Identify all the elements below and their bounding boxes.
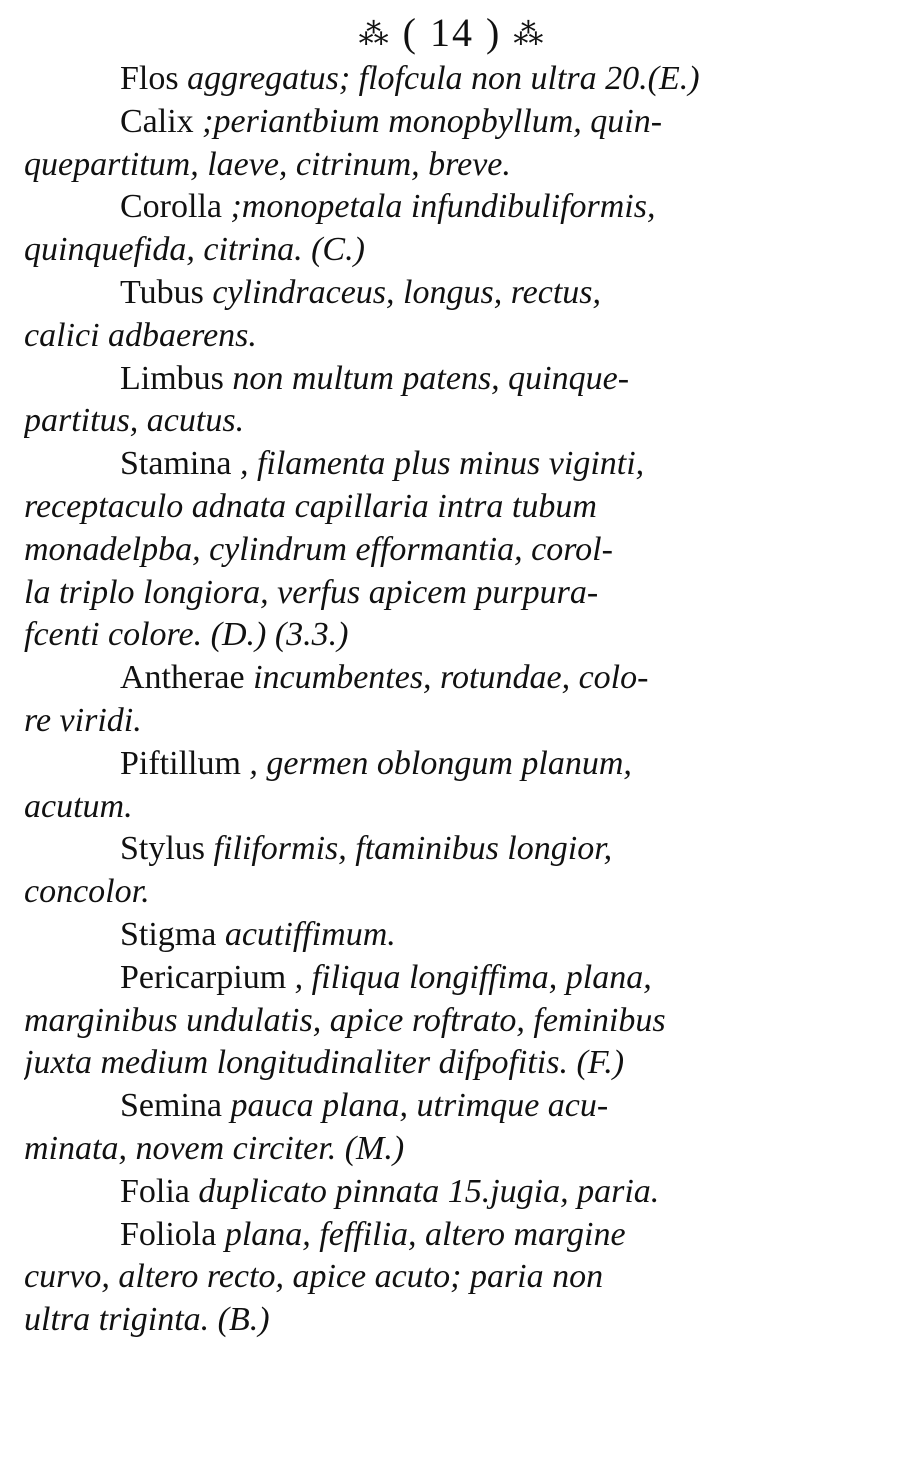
entry-line	[24, 1171, 860, 1214]
entry-description: juxta medium longitudinaliter difpofitis. (F.)	[24, 1044, 625, 1082]
entry-term: Flos	[120, 60, 179, 97]
entry-description: concolor.	[24, 873, 150, 911]
entry-line	[24, 315, 860, 358]
entry-term: Limbus	[120, 359, 224, 397]
entry-description: curvo, altero recto, apice acuto; paria non	[24, 1258, 604, 1296]
entry-list	[24, 58, 860, 1342]
entry-term: Foliola	[120, 1215, 217, 1253]
entry-description: fcenti colore. (D.) (3.3.)	[24, 616, 349, 654]
entry-description: aggregatus; flofcula non ultra 20.(E.)	[187, 60, 700, 97]
entry-description: duplicato pinnata 15.jugia, paria.	[198, 1172, 660, 1210]
entry-stamina	[24, 443, 860, 657]
entry-description: cylindraceus, longus, rectus,	[212, 273, 602, 311]
entry-line	[24, 1299, 860, 1342]
entry-calix	[24, 101, 860, 187]
entry-description: quepartitum, laeve, citrinum, breve.	[24, 145, 511, 183]
entry-line	[24, 529, 860, 572]
entry-term: Pericarpium	[120, 958, 287, 996]
entry-line	[24, 101, 860, 144]
entry-term: Semina	[120, 1087, 222, 1125]
entry-line	[24, 1085, 860, 1128]
entry-term: Stylus	[120, 830, 206, 868]
entry-description: re viridi.	[24, 701, 142, 739]
entry-line	[24, 1042, 860, 1085]
entry-description: ultra triginta. (B.)	[24, 1301, 270, 1339]
entry-description: , germen oblongum planum,	[249, 744, 632, 782]
entry-stigma	[24, 914, 860, 957]
entry-folia	[24, 1171, 860, 1214]
entry-description: monadelpba, cylindrum efformantia, corol-	[24, 530, 613, 568]
entry-line	[24, 144, 860, 187]
entry-description: la triplo longiora, verfus apicem purpura-	[24, 573, 599, 611]
entry-term: Stamina	[120, 445, 232, 483]
entry-line	[24, 272, 860, 315]
entry-description: calici adbaerens.	[24, 316, 257, 354]
entry-line	[24, 1256, 860, 1299]
entry-description: ;monopetala infundibuliformis,	[230, 188, 656, 226]
ornament-left-icon: ⁂	[358, 18, 391, 51]
entry-line	[24, 358, 860, 401]
entry-description: , filiqua longiffima, plana,	[294, 958, 652, 996]
entry-description: incumbentes, rotundae, colo-	[253, 659, 649, 697]
entry-line	[24, 871, 860, 914]
entry-term: Folia	[120, 1172, 190, 1210]
entry-description: plana, feffilia, altero margine	[224, 1215, 626, 1253]
entry-line	[24, 957, 860, 1000]
entry-term: Corolla	[120, 188, 222, 226]
entry-line	[24, 657, 860, 700]
entry-term: Antherae	[120, 659, 245, 697]
entry-piftillum	[24, 743, 860, 829]
entry-line	[24, 400, 860, 443]
entry-description: partitus, acutus.	[24, 402, 245, 440]
entry-description: receptaculo adnata capillaria intra tubum	[24, 487, 597, 525]
entry-description: acutum.	[24, 787, 133, 825]
entry-limbus	[24, 358, 860, 444]
entry-description: filiformis, ftaminibus longior,	[213, 830, 613, 868]
entry-description: marginibus undulatis, apice roftrato, feminibus	[24, 1001, 666, 1039]
entry-antherae	[24, 657, 860, 743]
entry-description: , filamenta plus minus viginti,	[239, 445, 645, 483]
entry-description: minata, novem circiter. (M.)	[24, 1129, 405, 1167]
entry-line	[24, 786, 860, 829]
entry-term: Stigma	[120, 915, 217, 953]
entry-line	[24, 1128, 860, 1171]
entry-description: pauca plana, utrimque acu-	[230, 1087, 609, 1125]
entry-line	[24, 828, 860, 871]
entry-line	[24, 443, 860, 486]
entry-foliola	[24, 1214, 860, 1342]
entry-term: Piftillum	[120, 744, 241, 782]
entry-semina	[24, 1085, 860, 1171]
entry-line	[24, 1000, 860, 1043]
entry-term: Calix	[120, 102, 194, 140]
entry-line	[24, 572, 860, 615]
entry-description: ;periantbium monopbyllum, quin-	[202, 102, 663, 140]
entry-pericarpium	[24, 957, 860, 1085]
entry-corolla	[24, 186, 860, 272]
entry-line	[24, 700, 860, 743]
entry-line	[24, 229, 860, 272]
entry-description: acutiffimum.	[224, 915, 396, 953]
entry-term: Tubus	[120, 273, 204, 311]
entry-description: non multum patens, quinque-	[232, 359, 630, 397]
entry-line	[24, 486, 860, 529]
entry-line	[24, 914, 860, 957]
entry-stylus	[24, 828, 860, 914]
page-number: ( 14 )	[402, 10, 502, 55]
entry-line	[24, 743, 860, 786]
entry-line	[24, 58, 860, 101]
entry-tubus	[24, 272, 860, 358]
page-header	[44, 8, 860, 58]
entry-flos	[24, 58, 860, 101]
entry-line	[24, 1214, 860, 1257]
ornament-right-icon: ⁂	[513, 18, 546, 51]
entry-line	[24, 614, 860, 657]
entry-description: quinquefida, citrina. (C.)	[24, 231, 365, 269]
entry-line	[24, 186, 860, 229]
